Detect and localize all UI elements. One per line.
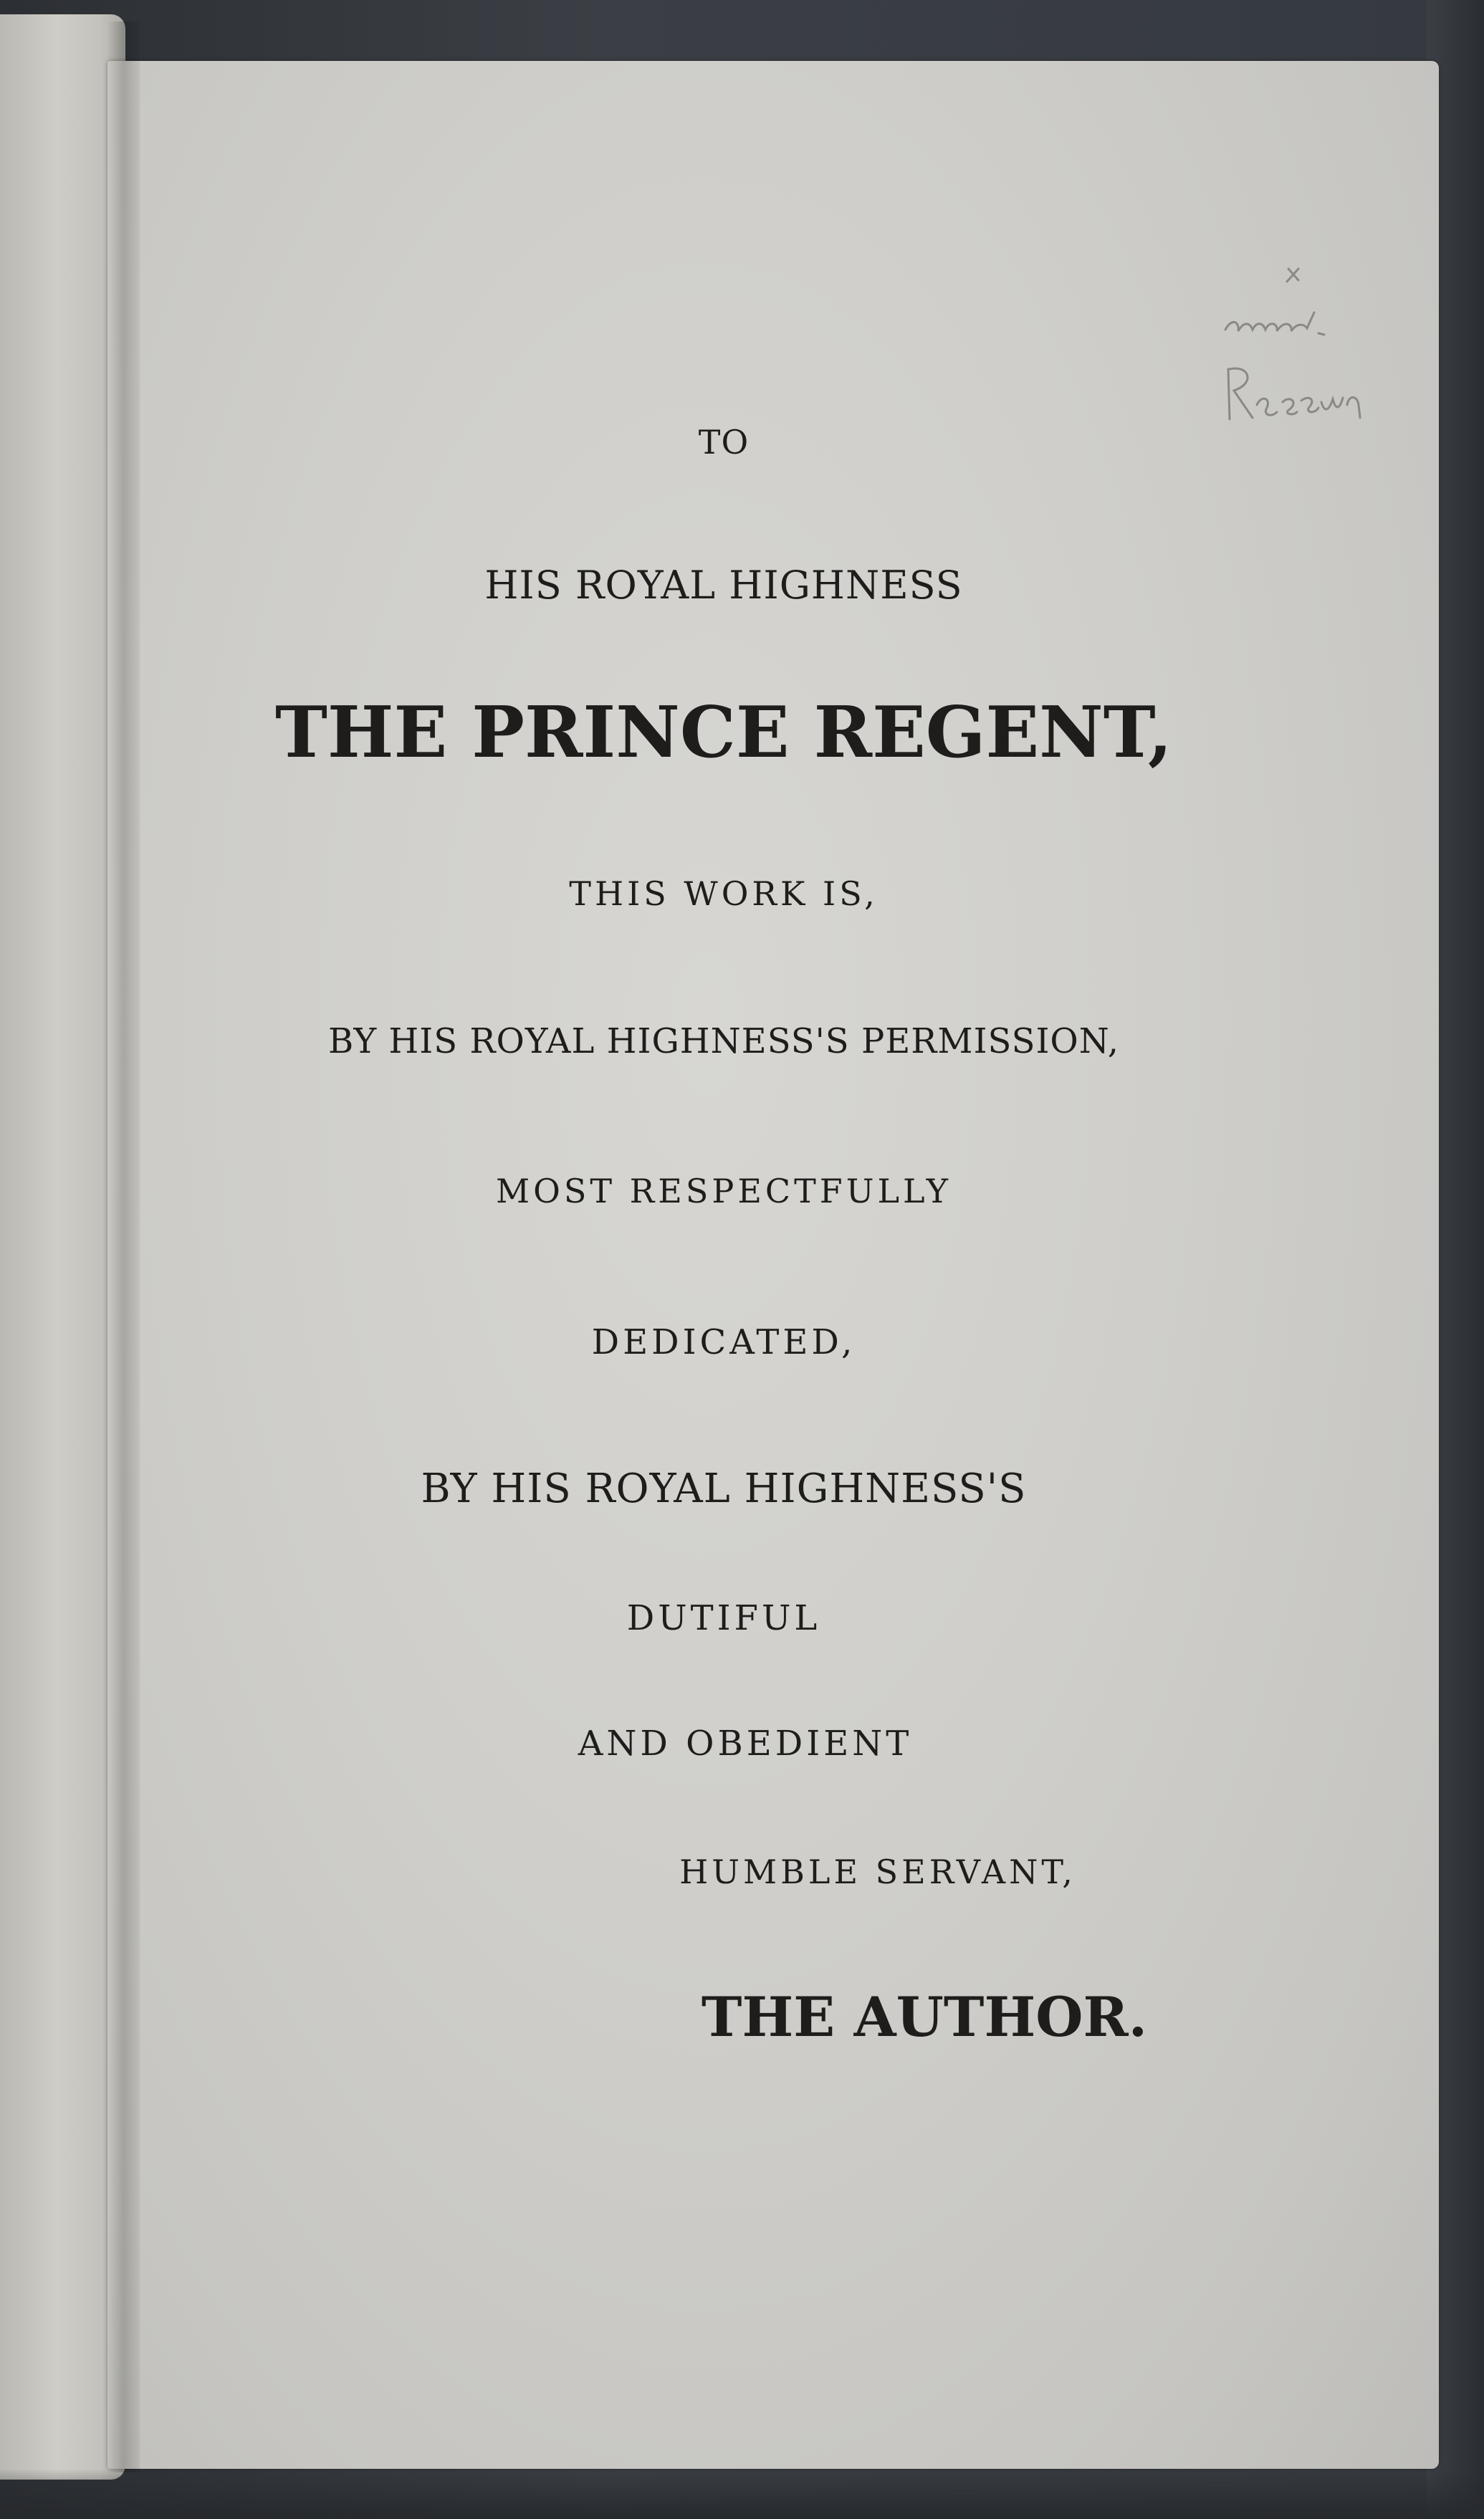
handwritten-note-icon [1204, 262, 1397, 448]
dedication-page [107, 61, 1439, 2469]
dedication-to: TO [698, 423, 750, 462]
background-bottom [0, 2469, 1484, 2519]
by-his-line: BY HIS ROYAL HIGHNESS'S [421, 1466, 1027, 1512]
pencil-annotation [1204, 262, 1397, 448]
addressee-name: THE PRINCE REGENT, [274, 692, 1173, 774]
permission-line: BY HIS ROYAL HIGHNESS'S PERMISSION, [328, 1021, 1119, 1061]
humble-servant-line: HUMBLE SERVANT, [679, 1853, 1076, 1891]
this-work-line: THIS WORK IS, [569, 874, 879, 913]
gutter-shadow [107, 21, 140, 2472]
author-signature: THE AUTHOR. [701, 1985, 1148, 2049]
most-respectfully-line: MOST RESPECTFULLY [496, 1172, 952, 1210]
dutiful-line: DUTIFUL [626, 1598, 821, 1638]
left-page-edge [0, 14, 125, 2480]
addressee-title: HIS ROYAL HIGHNESS [484, 563, 963, 608]
dedicated-line: DEDICATED, [591, 1322, 856, 1362]
and-obedient-line: AND OBEDIENT [578, 1724, 913, 1764]
